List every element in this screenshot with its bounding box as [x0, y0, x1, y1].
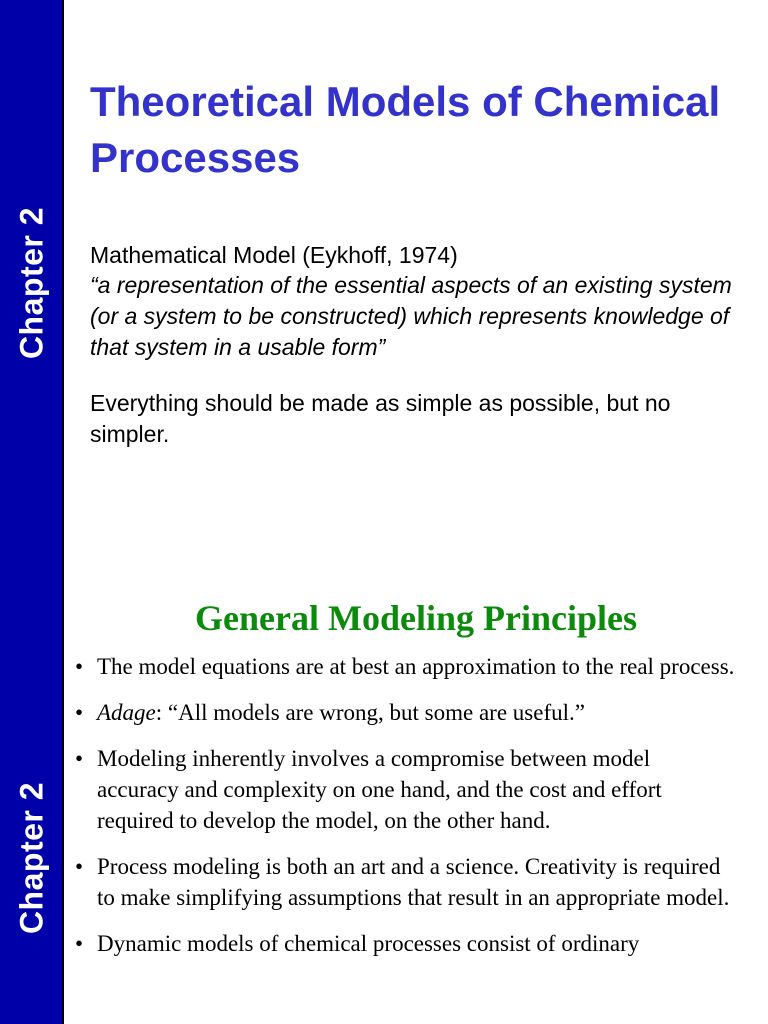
- chapter-sidebar: [0, 576, 64, 1024]
- chapter-sidebar: [0, 0, 64, 576]
- list-item-text: Modeling inherently involves a compromise between model accuracy and complexity on one hand, and the cost and effort required to develop the model, on the other hand.: [97, 746, 662, 833]
- model-definition-quote: “a representation of the essential aspects of an existing system (or a system to be constructed) which represents knowledge of that system in a usable form”: [90, 272, 732, 360]
- list-item: [75, 851, 735, 913]
- model-heading: Mathematical Model (Eykhoff, 1974): [90, 242, 458, 268]
- list-item-text: Dynamic models of chemical processes consist of ordinary: [97, 931, 640, 956]
- list-item: [75, 651, 735, 682]
- list-item-text: Process modeling is both an art and a science. Creativity is required to make simplifying assumptions that result in an appropriate model.: [97, 854, 730, 910]
- slide-general-modeling-principles: [0, 576, 768, 1024]
- bullet-icon: •: [75, 700, 84, 725]
- slide-body: [90, 240, 750, 450]
- bullet-icon: •: [75, 854, 84, 879]
- chapter-label: Chapter 2: [13, 206, 50, 360]
- bullet-icon: •: [75, 931, 84, 956]
- list-item: [75, 743, 735, 836]
- list-item: [75, 928, 735, 959]
- simplicity-note: Everything should be made as simple as possible, but no simpler.: [90, 390, 671, 447]
- adage-quote: : “All models are wrong, but some are useful.”: [155, 700, 585, 725]
- bullet-icon: •: [75, 654, 84, 679]
- principles-list: [75, 651, 735, 974]
- list-item: [75, 697, 735, 728]
- adage-label: Adage: [97, 700, 156, 725]
- slide-title: Theoretical Models of Chemical Processes: [90, 78, 721, 181]
- list-item-text: The model equations are at best an approximation to the real process.: [97, 654, 735, 679]
- bullet-icon: •: [75, 746, 84, 771]
- slide-title: General Modeling Principles: [195, 598, 637, 638]
- chapter-label: Chapter 2: [13, 781, 50, 935]
